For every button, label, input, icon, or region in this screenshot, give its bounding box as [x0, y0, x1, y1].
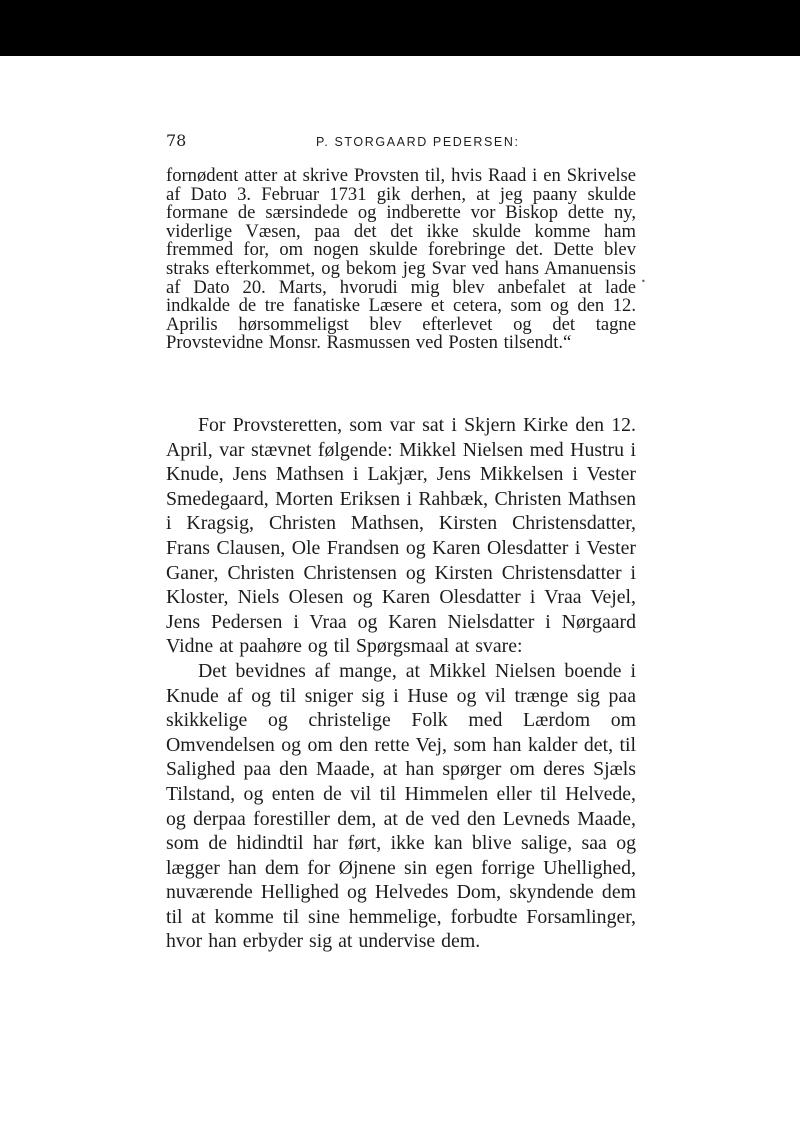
running-head: P. STORGAARD PEDERSEN:: [316, 135, 520, 149]
paragraph: Det bevidnes af mange, at Mikkel Nielsen boende i Knude af og til sniger sig i Huse og vil trænge sig paa skikkelige og christelige Folk med Lærdom om Omvendelsen og om den rette Vej, som han kalder det, til Salighed paa den Maade, at han spørger om deres Sjæls Tilstand, og enten de vil til Himmelen eller til Helvede, og derpaa forestiller dem, at de ved den Levneds Maade, som de hidindtil har ført, ikke kan blive salige, saa og lægger han dem for Øjnene sin egen forrige Uhellighed, nuværende Hellighed og Helvedes Dom, skyndende dem til at komme til sine hemmelige, forbudte Forsamlinger, hvor han erbyder sig at undervise dem.: [166, 659, 636, 953]
quote-paragraph: fornødent atter at skrive Provsten til, hvis Raad i en Skrivelse af Dato 3. Februar 1731 gik derhen, at jeg paany skulde formane de særsindede og indberette vor Biskop dette ny, viderlige Væsen, paa det det ikke skulde komme ham fremmed for, om nogen skulde forebringe det. Dette blev straks efterkommet, og bekom jeg Svar ved hans Amanuensis af Dato 20. Marts, hvorudi mig blev anbefalet at lade indkalde de tre fanatiske Læsere et cetera, som og den 12. Aprilis hørsommeligst blev efterlevet og det tagne Provstevidne Monsr. Rasmussen ved Posten tilsendt.“: [166, 165, 636, 354]
main-text: [166, 413, 636, 954]
paragraph: For Provsteretten, som var sat i Skjern Kirke den 12. April, var stævnet følgende: Mikkel Nielsen med Hustru i Knude, Jens Mathsen i Lakjær, Jens Mikkelsen i Vester Smedegaard, Morten Eriksen i Rahbæk, Christen Mathsen i Kragsig, Christen Mathsen, Kirsten Christensdatter, Frans Clausen, Ole Frandsen og Karen Olesdatter i Vester Ganer, Christen Christensen og Kirsten Christensdatter i Kloster, Niels Olesen og Karen Olesdatter i Vraa Vejel, Jens Pedersen i Vraa og Karen Nielsdatter i Nørgaard Vidne at paahøre og til Spørgsmaal at svare:: [166, 414, 636, 658]
scan-top-border: [0, 0, 800, 56]
page-header: [166, 131, 636, 151]
page-number: 78: [166, 131, 187, 150]
margin-mark: •: [641, 277, 646, 286]
quote-block: [166, 167, 636, 353]
